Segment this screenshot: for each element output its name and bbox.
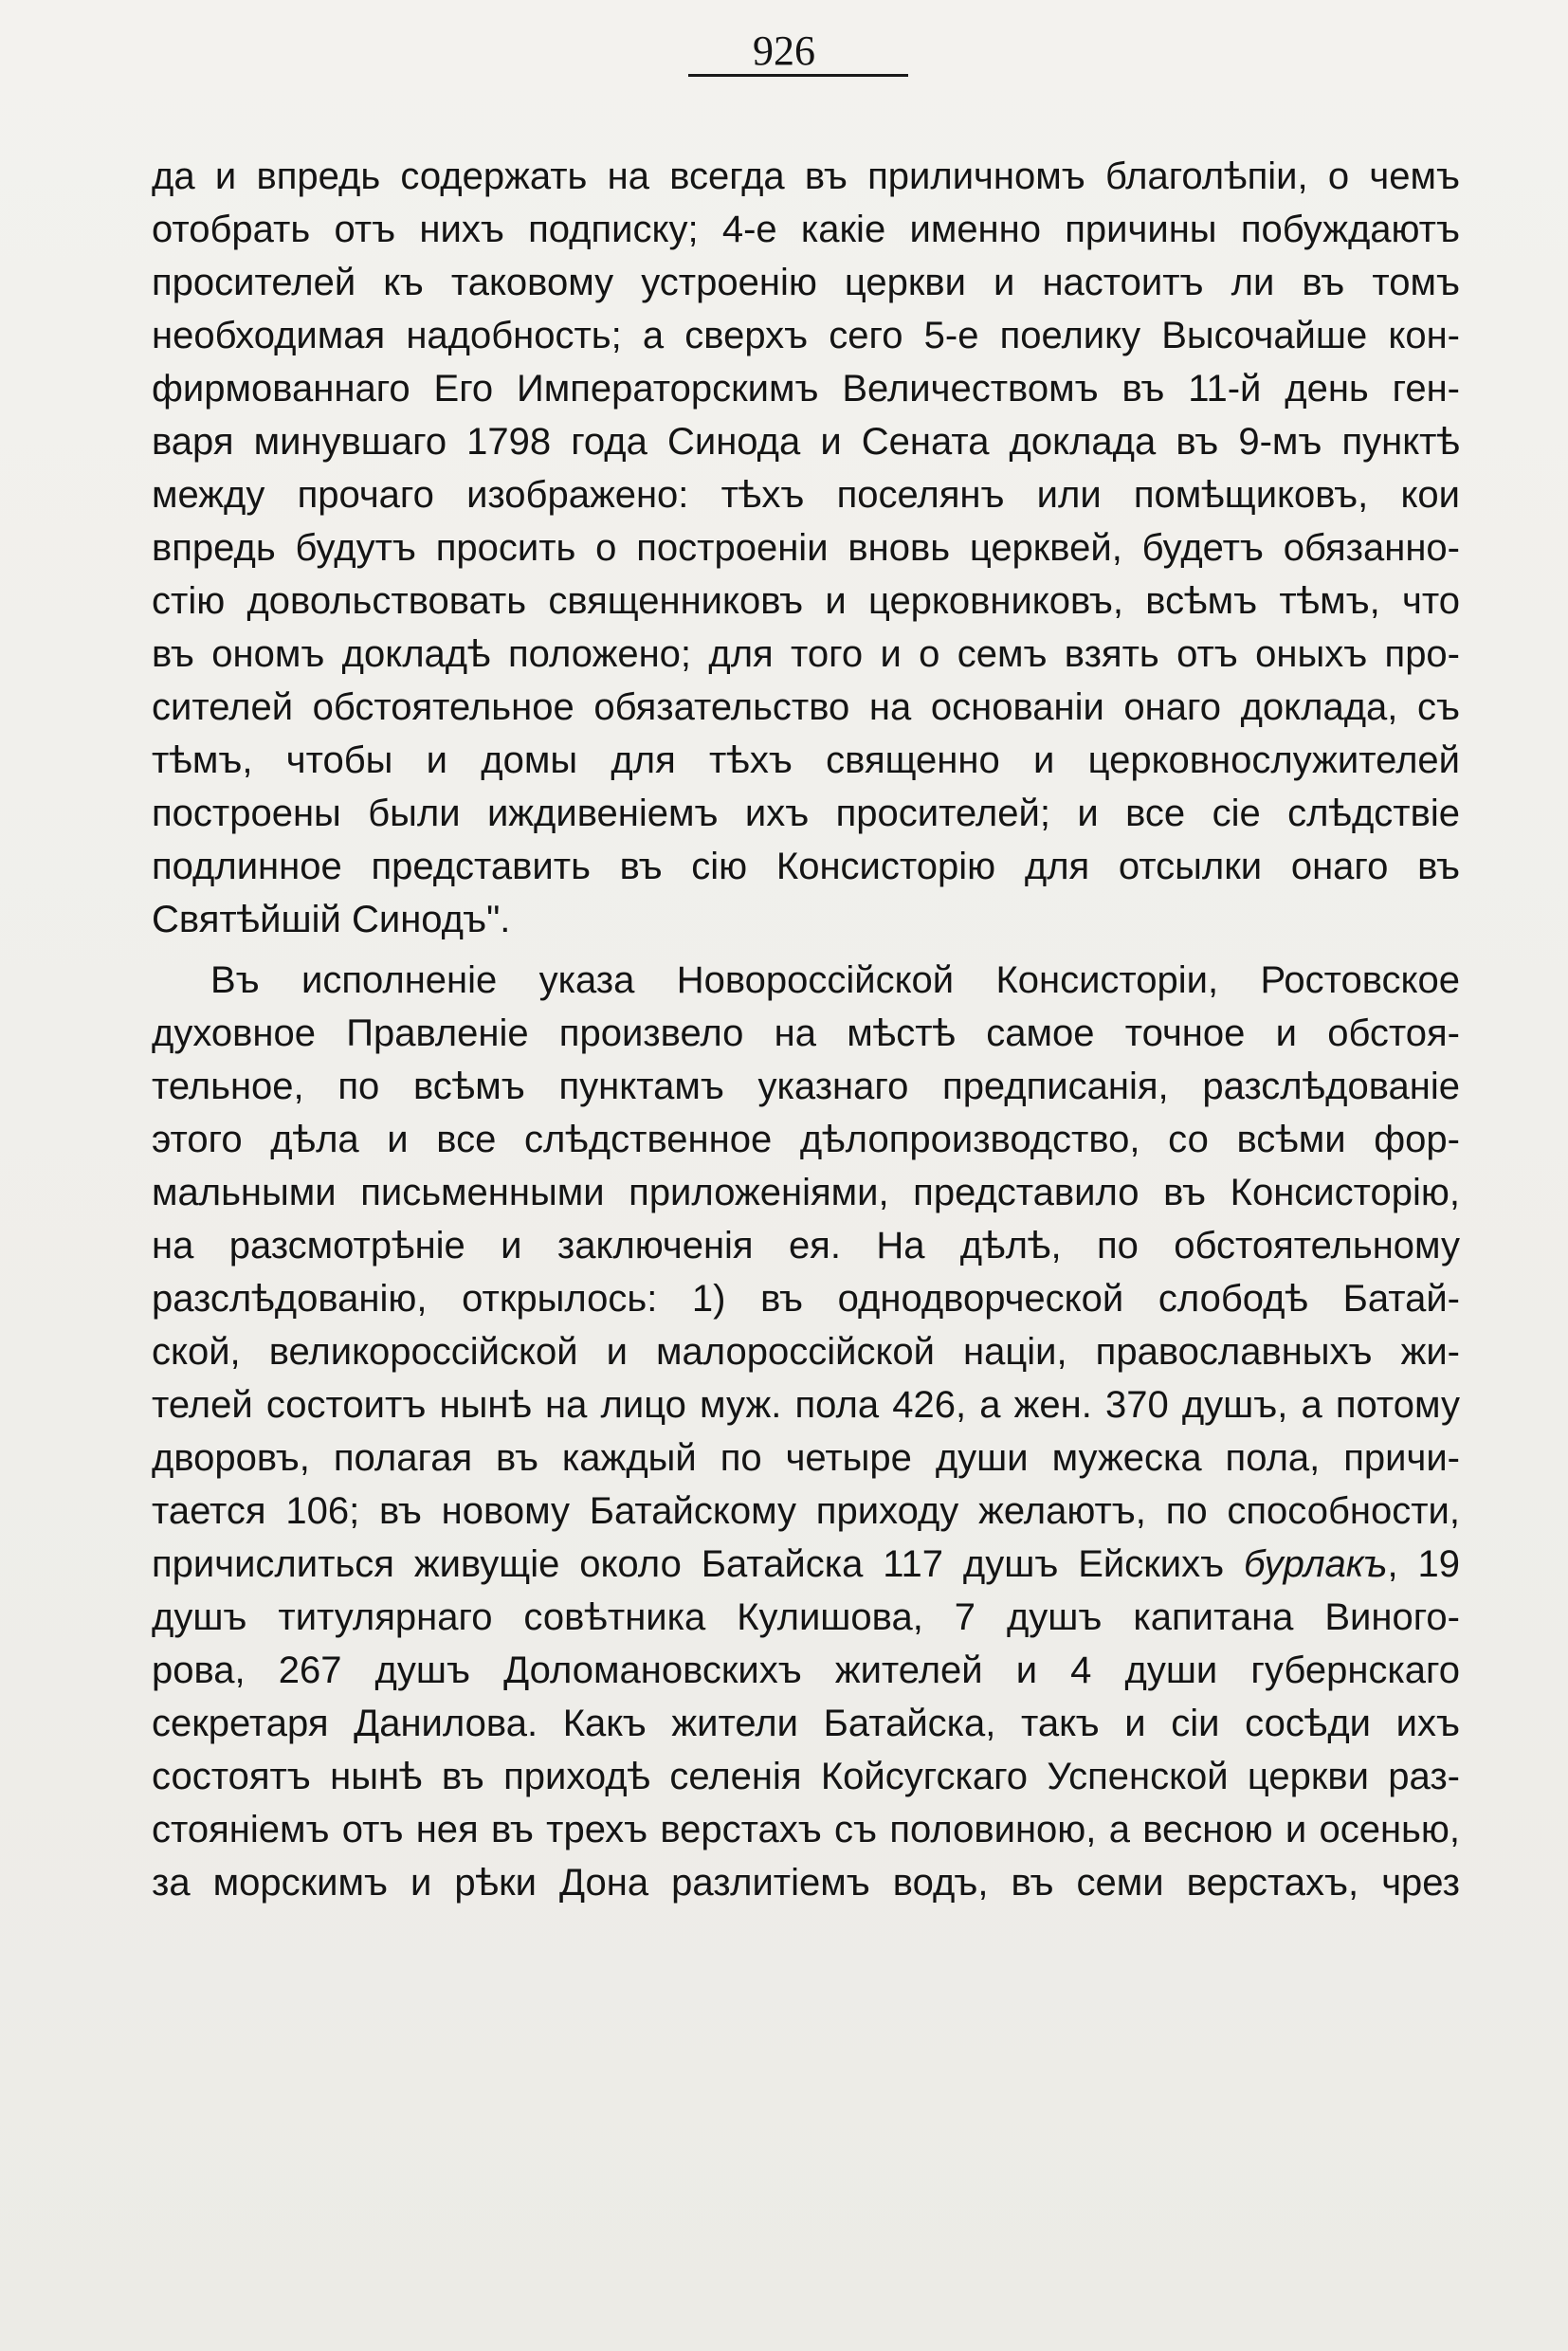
text-line: стію довольствовать священниковъ и церковниковъ, всѣмъ тѣмъ, что [152,580,1460,622]
text-line: Святѣйшій Синодъ". [152,899,511,940]
text-line: духовное Правленіе произвело на мѣстѣ самое точное и обстоя- [152,1012,1460,1054]
text-line: Въ исполненіе указа Новороссійской Консисторіи, Ростовское [210,959,1460,1001]
text-line: этого дѣла и все слѣдственное дѣлопроизводство, со всѣми фор- [152,1119,1460,1160]
text-line: построены были иждивеніемъ ихъ просителей; и все сіе слѣдствіе [152,793,1460,834]
text-line: фирмованнаго Его Императорскимъ Величествомъ въ 11-й день ген- [152,368,1460,410]
page-number: 926 [753,27,815,74]
text-line: сителей обстоятельное обязательство на основаніи онаго доклада, съ [152,686,1460,728]
text-line: причислиться живущіе около Батайска 117 душъ Ейскихъ бурлакъ, 19 [152,1543,1460,1585]
text-line: между прочаго изображено: тѣхъ поселянъ или помѣщиковъ, кои [152,474,1460,516]
text-line: тается 106; въ новому Батайскому приходу желаютъ, по способности, [152,1490,1460,1532]
text-line: просителей къ таковому устроенію церкви и настоитъ ли въ томъ [152,262,1460,303]
text-line: душъ титулярнаго совѣтника Кулишова, 7 душъ капитана Виного- [152,1596,1460,1638]
text-line: стояніемъ отъ нея въ трехъ верстахъ съ половиною, а весною и осенью, [152,1809,1460,1850]
text-line: мальными письменными приложеніями, представило въ Консисторію, [152,1172,1460,1213]
text-line: дворовъ, полагая въ каждый по четыре души мужеска пола, причи- [152,1437,1460,1479]
text-line: телей состоитъ нынѣ на лицо муж. пола 426, а жен. 370 душъ, а потому [152,1384,1460,1426]
italic-word: бурлакъ [1243,1543,1388,1585]
text-line: разслѣдованію, открылось: 1) въ однодворческой слободѣ Батай- [152,1278,1460,1320]
text-line: отобрать отъ нихъ подписку; 4-е какіе именно причины побуждаютъ [152,209,1460,250]
text-line: на разсмотрѣніе и заключенія ея. На дѣлѣ, по обстоятельному [152,1225,1460,1267]
text-line: секретаря Данилова. Какъ жители Батайска, такъ и сіи сосѣди ихъ [152,1703,1460,1744]
text-line: за морскимъ и рѣки Дона разлитіемъ водъ, въ семи верстахъ, чрез [152,1862,1460,1904]
text-line: необходимая надобность; а сверхъ сего 5-е поелику Высочайше кон- [152,315,1460,356]
text-line: да и впредь содержать на всегда въ приличномъ благолѣпіи, о чемъ [152,155,1460,197]
text-line: рова, 267 душъ Доломановскихъ жителей и 4 души губернскаго [152,1649,1460,1691]
text-line: состоятъ нынѣ въ приходѣ селенія Койсугскаго Успенской церкви раз- [152,1756,1460,1797]
text-line: тельное, по всѣмъ пунктамъ указнаго предписанія, разслѣдованіе [152,1066,1460,1107]
text-line: тѣмъ, чтобы и домы для тѣхъ священно и церковнослужителей [152,739,1460,781]
text-line: подлинное представить въ сію Консисторію для отсылки онаго въ [152,846,1460,887]
text-line: варя минувшаго 1798 года Синода и Сената доклада въ 9-мъ пунктѣ [152,421,1460,463]
text-line: впредь будутъ просить о построеніи вновь церквей, будетъ обязанно- [152,527,1460,569]
header-rule [688,74,908,77]
text-line: ской, великороссійской и малороссійской націи, православныхъ жи- [152,1331,1460,1373]
text-line: въ ономъ докладѣ положено; для того и о семъ взять отъ оныхъ про- [152,633,1460,675]
